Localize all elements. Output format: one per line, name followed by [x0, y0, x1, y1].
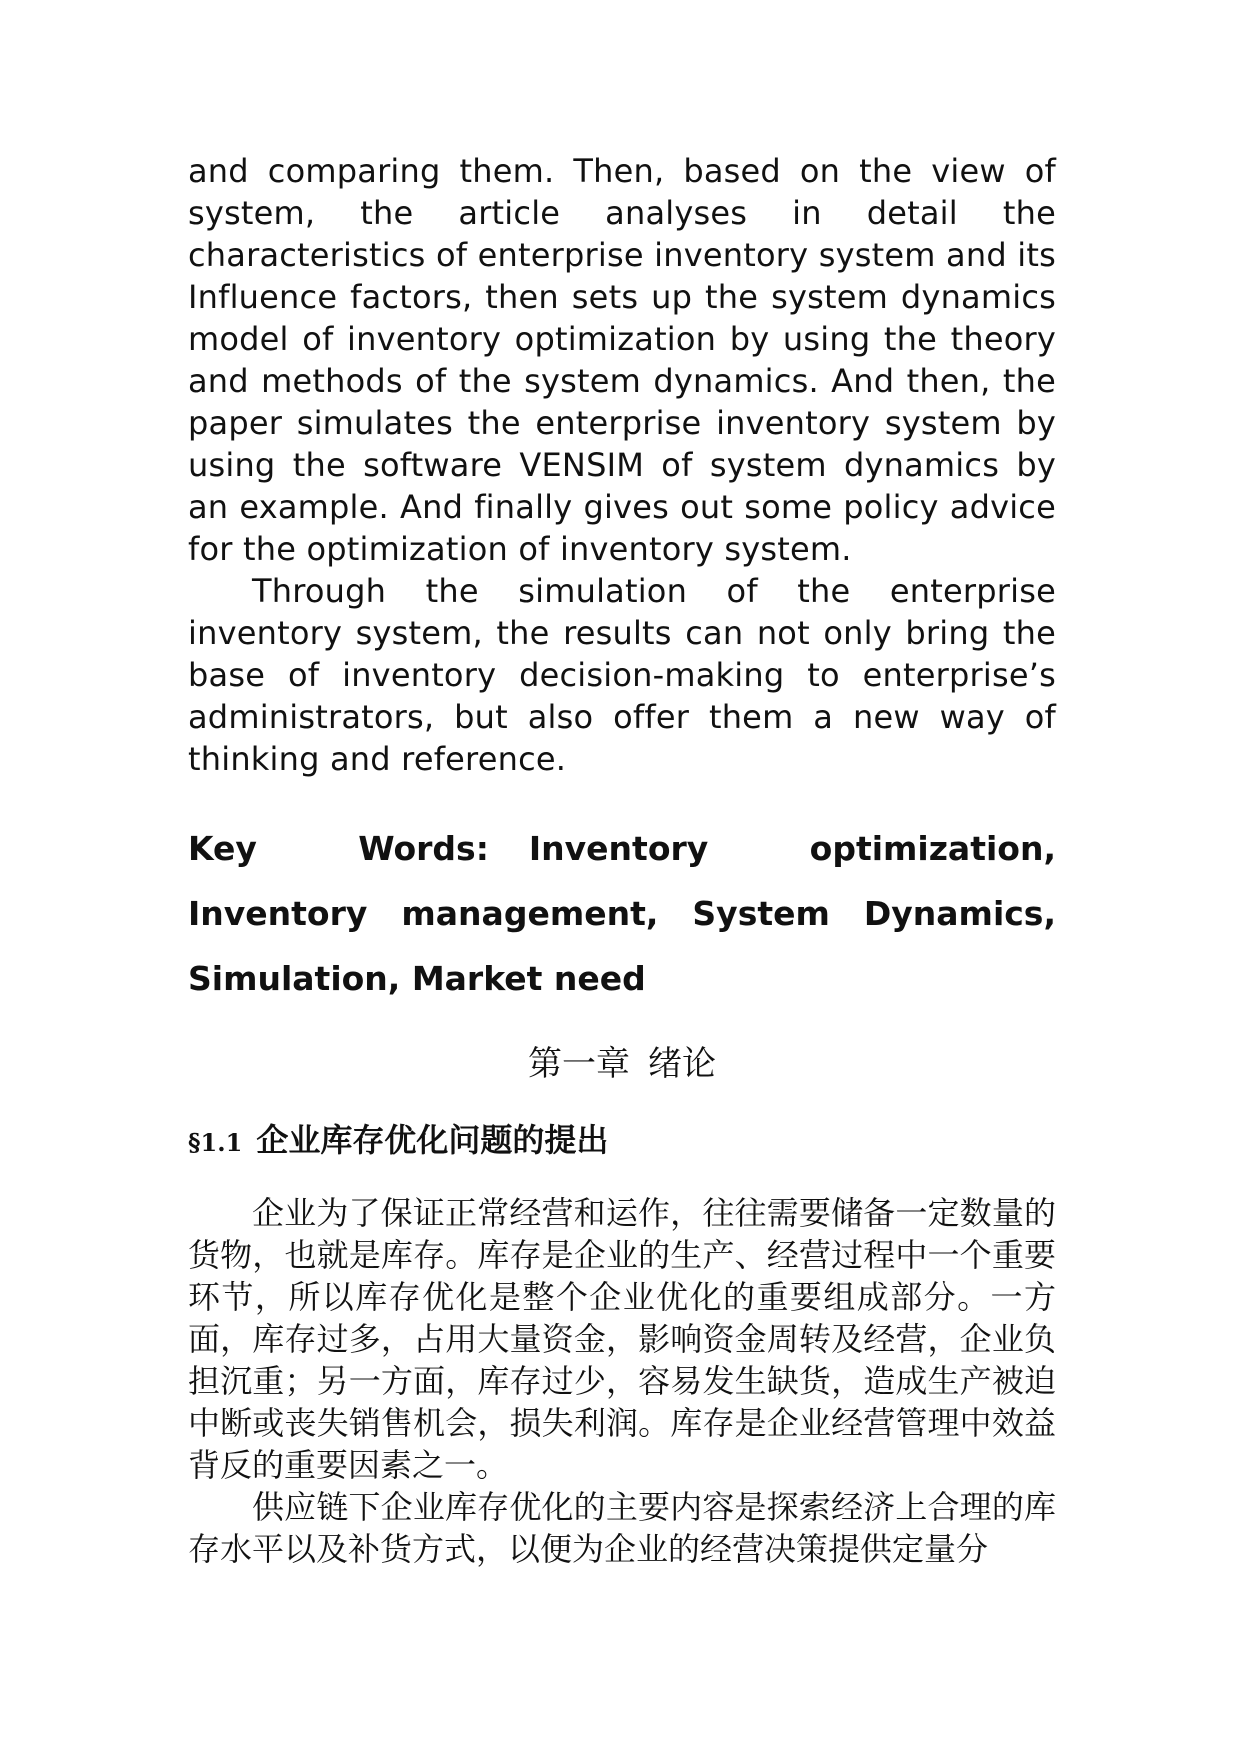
body-text — [188, 1192, 1056, 1570]
document-page — [188, 150, 1056, 1570]
abstract-paragraph-1: and comparing them. Then, based on the view of system, the article analyses in detail the characteristics of enterprise inventory system and its Influence factors, then sets up the system dynamics model of inventory optimization by using the theory and methods of the system dynamics. And then, the paper simulates the enterprise inventory system by using the software VENSIM of system dynamics by an example. And finally gives out some policy advice for the optimization of inventory system. — [188, 152, 1056, 568]
chapter-heading — [188, 1039, 1056, 1089]
section-title: 企业库存优化问题的提出 — [256, 1121, 609, 1159]
keywords-label: Key Words: — [188, 829, 489, 868]
keywords-text: Inventory optimization, Inventory management, System Dynamics, Simulation, Market need — [188, 829, 1056, 998]
section-heading — [188, 1117, 1056, 1166]
chapter-number: 第一章 — [528, 1044, 630, 1084]
abstract-paragraph-2: Through the simulation of the enterprise inventory system, the results can not only bring the base of inventory decision-making to enterprise’s administrators, but also offer them a new way of thinking and reference. — [188, 572, 1056, 778]
keywords-block — [188, 816, 1056, 1011]
chapter-title: 绪论 — [648, 1044, 716, 1084]
body-paragraph-1: 企业为了保证正常经营和运作，往往需要储备一定数量的货物，也就是库存。库存是企业的生产、经营过程中一个重要环节，所以库存优化是整个企业优化的重要组成部分。一方面，库存过多，占用大量资金，影响资金周转及经营，企业负担沉重；另一方面，库存过少，容易发生缺货，造成生产被迫中断或丧失销售机会，损失利润。库存是企业经营管理中效益背反的重要因素之一。 — [188, 1194, 1056, 1484]
body-paragraph-2: 供应链下企业库存优化的主要内容是探索经济上合理的库存水平以及补货方式，以便为企业的经营决策提供定量分 — [188, 1488, 1056, 1568]
section-number: §1.1 — [188, 1128, 243, 1157]
